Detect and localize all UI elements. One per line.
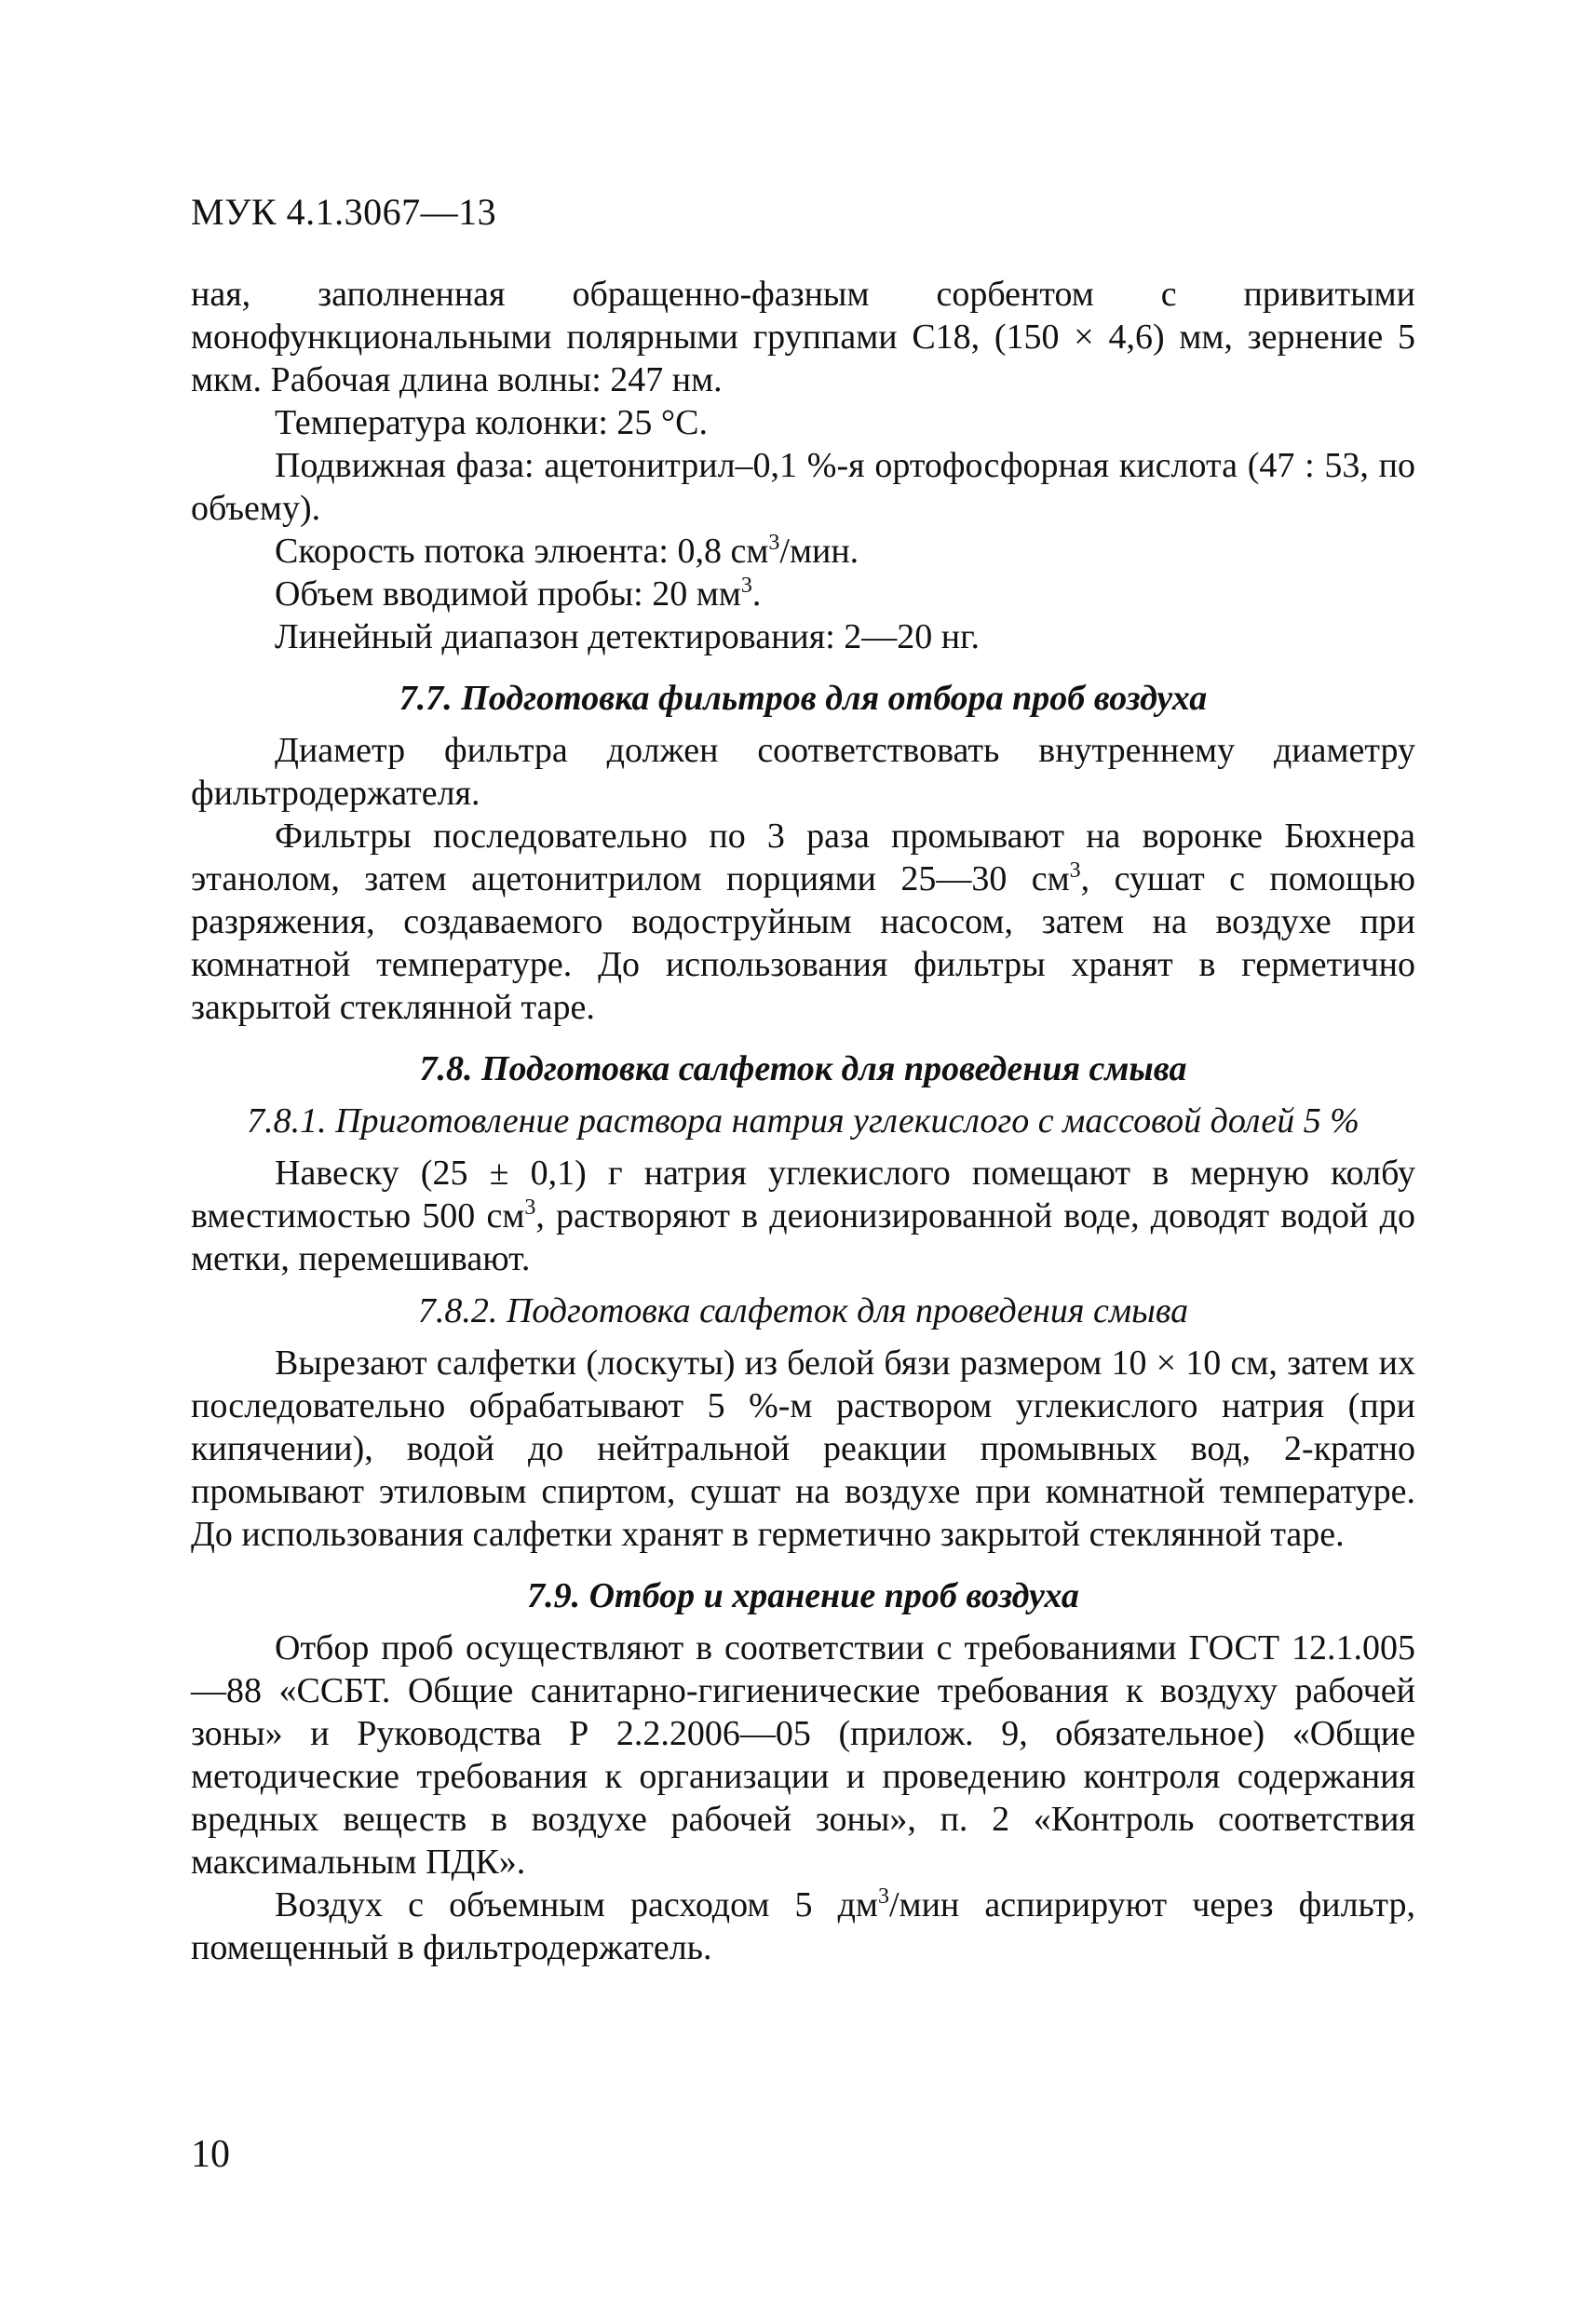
document-page xyxy=(191,191,1415,1969)
air-aspiration-text-cont: /мин аспирируют через фильтр, помещенный в фильтродержатель. xyxy=(191,1885,1415,1967)
superscript: 3 xyxy=(1069,858,1081,883)
section-heading-7-8: 7.8. Подготовка салфеток для проведения смыва xyxy=(419,1049,1187,1088)
superscript: 3 xyxy=(877,1884,889,1909)
paragraph-filter-washing xyxy=(191,815,1415,1029)
paragraph-column-description: ная, заполненная обращенно-фазным сорбентом с привитыми монофункциональными полярными группами С18, (150 × 4,6) мм, зернение 5 мкм. Рабочая длина волны: 247 нм. xyxy=(191,275,1415,399)
paragraph-air-aspiration xyxy=(191,1884,1415,1969)
filter-washing-text-cont: , сушат с помощью разряжения, создаваемого водоструйным насосом, затем на воздухе при комнатной температуре. До использования фильтры хранят в герметично закрытой стеклянной таре. xyxy=(191,859,1416,1027)
page-number: 10 xyxy=(191,2133,230,2176)
paragraph-linear-range: Линейный диапазон детектирования: 2—20 нг. xyxy=(275,617,980,656)
carbonate-solution-text-cont: , растворяют в деионизированной воде, доводят водой до метки, перемешивают. xyxy=(191,1196,1415,1278)
section-heading-7-9: 7.9. Отбор и хранение проб воздуха xyxy=(527,1576,1079,1615)
injection-volume-end: . xyxy=(751,574,762,614)
paragraph-filter-diameter: Диаметр фильтра должен соответствовать внутреннему диаметру фильтродержателя. xyxy=(191,731,1415,813)
paragraph-column-temperature: Температура колонки: 25 °С. xyxy=(275,403,708,442)
section-heading-7-7: 7.7. Подготовка фильтров для отбора проб воздуха xyxy=(399,679,1208,718)
filter-washing-text: Фильтры последовательно по 3 раза промывают на воронке Бюхнера этанолом, затем ацетонитрилом порциями 25—30 см xyxy=(191,817,1415,898)
paragraph-mobile-phase: Подвижная фаза: ацетонитрил–0,1 %-я ортофосфорная кислота (47 : 53, по объему). xyxy=(191,446,1415,528)
injection-volume-text: Объем вводимой пробы: 20 мм xyxy=(275,574,741,614)
subsection-heading-7-8-1: 7.8.1. Приготовление раствора натрия углекислого с массовой долей 5 % xyxy=(247,1101,1359,1141)
air-aspiration-text: Воздух с объемным расходом 5 дм xyxy=(275,1885,878,1924)
paragraph-napkin-preparation: Вырезают салфетки (лоскуты) из белой бязи размером 10 × 10 см, затем их последовательно обрабатывают 5 %-м раствором углекислого натрия (при кипячении), водой до нейтральной реакции промывных вод, 2-кратно промывают этиловым спиртом, сушат на воздухе при комнатной температуре. До использования салфетки хранят в герметично закрытой стеклянной таре. xyxy=(191,1344,1415,1554)
flow-rate-unit: /мин. xyxy=(779,532,859,571)
document-code: МУК 4.1.3067—13 xyxy=(191,191,497,233)
paragraph-carbonate-solution xyxy=(191,1152,1415,1280)
paragraph-flow-rate xyxy=(191,530,1415,573)
superscript: 3 xyxy=(524,1195,536,1220)
paragraph-sampling-standards: Отбор проб осуществляют в соответствии с требованиями ГОСТ 12.1.005—88 «ССБТ. Общие санитарно-гигиенические требования к воздуху рабочей зоны» и Руководства Р 2.2.2006—05 (прилож. 9, обязательное) «Общие методические требования к организации и проведению контроля содержания вредных веществ в воздухе рабочей зоны», п. 2 «Контроль соответствия максимальным ПДК». xyxy=(191,1628,1415,1882)
flow-rate-text: Скорость потока элюента: 0,8 см xyxy=(275,532,769,571)
subsection-heading-7-8-2: 7.8.2. Подготовка салфеток для проведения смыва xyxy=(417,1291,1189,1330)
superscript: 3 xyxy=(768,531,780,555)
superscript: 3 xyxy=(740,574,752,598)
paragraph-injection-volume xyxy=(191,573,1415,615)
carbonate-solution-text: Навеску (25 ± 0,1) г натрия углекислого помещают в мерную колбу вместимостью 500 см xyxy=(191,1154,1415,1236)
